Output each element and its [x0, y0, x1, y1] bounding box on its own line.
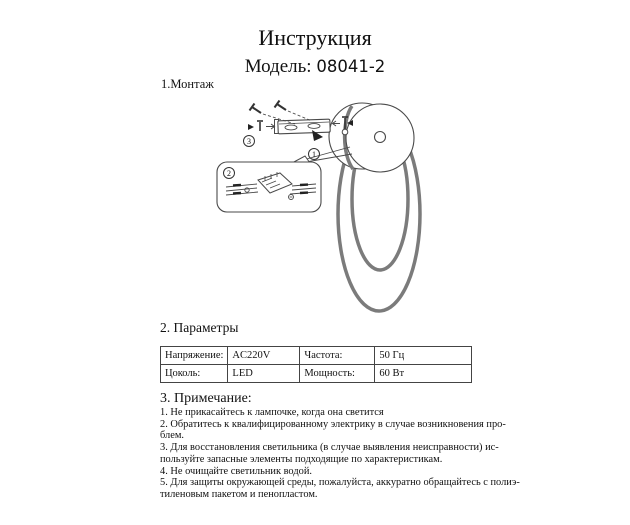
step-label-wiring-text: 2: [227, 169, 231, 178]
param-value: 50 Гц: [375, 347, 472, 365]
lamp-center-hole: [375, 132, 386, 143]
note-line: 4. Не очищайте светильник водой.: [160, 465, 312, 477]
mounting-diagram-svg: [150, 95, 480, 320]
table-row: [161, 347, 472, 365]
notes-list: [160, 407, 578, 501]
wall-bracket: [275, 119, 331, 134]
note-line: 1. Не прикасайтесь к лампочке, когда она светится: [160, 407, 384, 418]
step-label-lamp-text: 1: [312, 150, 316, 159]
arrow-icon: [248, 124, 254, 130]
side-screw-left: [248, 121, 275, 131]
page-title: Инструкция: [258, 25, 372, 50]
arrow-icon: [266, 124, 275, 129]
param-label: Напряжение:: [161, 347, 228, 365]
table-row: [161, 365, 472, 383]
step-label-bracket: [244, 136, 255, 147]
screw-icon: [250, 104, 262, 114]
param-label: Мощность:: [300, 365, 375, 383]
model-number: 08041-2: [316, 57, 386, 76]
screw-guide-dashed: [288, 111, 312, 121]
param-value: AC220V: [228, 347, 300, 365]
section-parameters-heading: 2. Параметры: [160, 320, 239, 335]
mounting-diagram: [150, 95, 480, 320]
param-value: 60 Вт: [375, 365, 472, 383]
note-line: 3. Для восстановления светильника (в случае выявления неисправности) ис-: [160, 442, 499, 454]
note-line: 2. Обратитесь к квалифицированному электрику в случае возникновения про-: [160, 418, 506, 430]
screw-icon: [257, 121, 263, 131]
model-line: [0, 56, 630, 78]
step-label-lamp: [309, 149, 320, 160]
section-mounting-heading: 1.Монтаж: [161, 77, 214, 91]
lamp-side-hole: [342, 129, 348, 135]
note-line: пользуйте запасные элементы подходящие по характеристикам.: [160, 453, 443, 465]
model-label: Модель:: [244, 56, 312, 77]
note-line: тиленовым пакетом и пенопластом.: [160, 488, 318, 500]
note-line: 5. Для защиты окружающей среды, пожалуйста, аккуратно обращайтесь с полиэ-: [160, 477, 520, 489]
param-value: LED: [228, 365, 300, 383]
note-line: блем.: [160, 430, 184, 442]
screw-icon: [275, 101, 287, 111]
section-notes-heading: 3. Примечание:: [160, 391, 252, 406]
step-label-bracket-text: 3: [247, 137, 251, 146]
param-label: Цоколь:: [161, 365, 228, 383]
param-label: Частота:: [300, 347, 375, 365]
parameters-table: [160, 346, 472, 383]
wiring-callout: [217, 156, 321, 212]
